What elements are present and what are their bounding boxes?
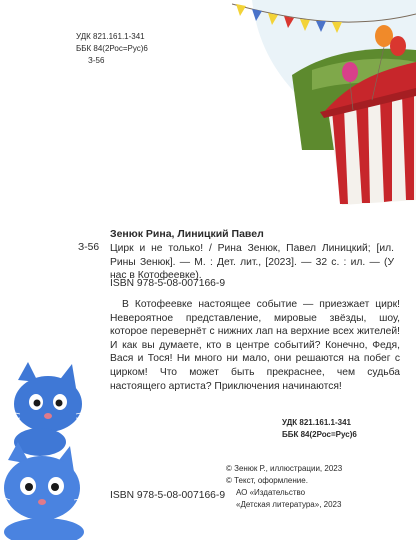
copyright-line: АО «Издательство	[236, 488, 306, 497]
copyright-line: © Текст, оформление.	[226, 476, 308, 485]
copyright-line: © Зенюк Р., иллюстрации, 2023	[226, 464, 343, 473]
isbn-catalog: ISBN 978-5-08-007166-9	[110, 278, 226, 289]
copyright-line: «Детская литература», 2023	[236, 500, 342, 509]
balloon-pink-icon	[342, 62, 358, 82]
catalog-record: Цирк и не только! / Рина Зенюк, Павел Линицкий; [ил. Рины Зенюк]. — М. : Дет. лит., [2023]. — 32 с. : ил. — (У нас в Котофеевке).	[110, 243, 394, 282]
isbn-bottom: ISBN 978-5-08-007166-9	[110, 490, 226, 501]
author-sign-top: З-56	[88, 56, 105, 65]
annotation-paragraph: В Котофеевке настоящее событие — приезжает цирк! Невероятное представление, мировые звёзды, шоу, которое перевернёт с нижних лап на верхние всех жителей! И как вы думаете, кто в центре событий? Конечно, Федя, Вася и Тося! Ни много ни мало, они решаются на побег с цирком! Что может быть прекраснее, чем судьба настоящего артиста? Приключения начинаются!	[110, 299, 400, 392]
bbk-code-top: ББК 84(2Рос=Рус)6	[76, 44, 148, 53]
udk-code-bottom: УДК 821.161.1-341	[282, 418, 351, 427]
author-sign: З-56	[78, 242, 100, 253]
balloon-red-icon	[390, 36, 406, 56]
bbk-code-bottom: ББК 84(2Рос=Рус)6	[282, 430, 357, 439]
blue-cats-illustration	[0, 360, 100, 540]
circus-tent-illustration	[232, 0, 416, 210]
author-heading: Зенюк Рина, Линицкий Павел	[110, 228, 264, 240]
udk-code-top: УДК 821.161.1-341	[76, 32, 145, 41]
